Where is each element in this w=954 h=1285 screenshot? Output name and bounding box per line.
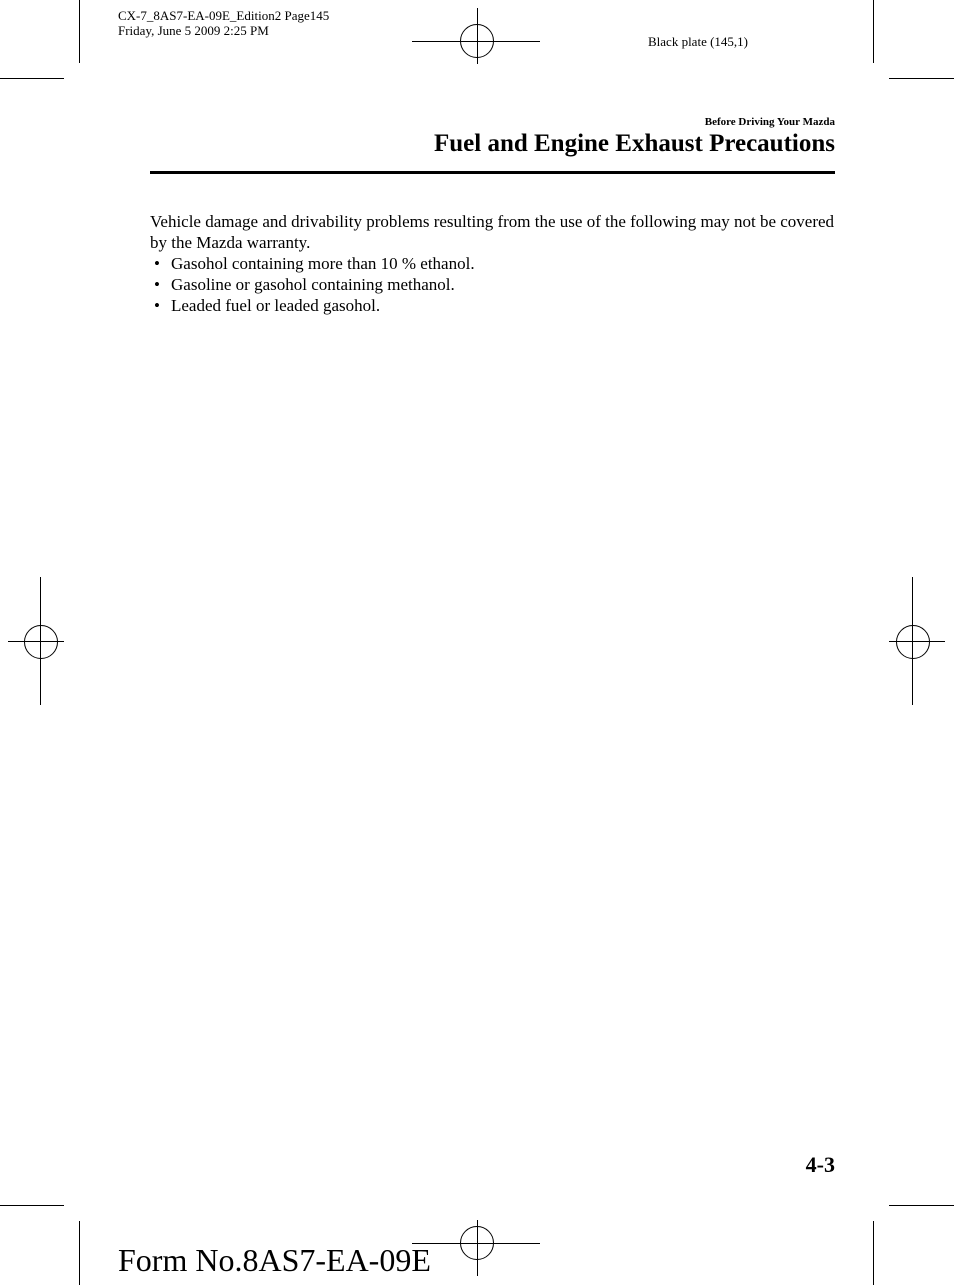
crop-mark-bottom-right-h: [889, 1205, 954, 1206]
crop-mark-bottom-left-h: [0, 1205, 64, 1206]
list-item: [150, 274, 836, 295]
bullet-icon: •: [154, 275, 160, 294]
list-item-text: Gasoline or gasohol containing methanol.: [171, 275, 455, 294]
intro-paragraph: Vehicle damage and drivability problems resulting from the use of the following may not be covered by the Mazda warranty.: [150, 212, 835, 252]
crop-mark-top-right-v: [873, 0, 874, 63]
crop-mark-top-left-h: [0, 78, 64, 79]
list-item: [150, 295, 836, 316]
list-item-text: Leaded fuel or leaded gasohol.: [171, 296, 381, 315]
crop-mark-bottom-left-v: [79, 1221, 80, 1285]
crop-mark-top-left-v: [79, 0, 80, 63]
fuel-bullet-list: [150, 253, 836, 316]
page-number: 4-3: [805, 1152, 835, 1177]
black-plate-label: Black plate (145,1): [648, 34, 748, 49]
page-title: Fuel and Engine Exhaust Precautions: [433, 130, 835, 157]
bullet-icon: •: [154, 254, 160, 273]
form-number: Form No.8AS7-EA-09E: [118, 1242, 431, 1278]
section-heading: Before Driving Your Mazda: [704, 116, 835, 128]
crop-mark-top-right-h: [889, 78, 954, 79]
list-item-text: Gasohol containing more than 10 % ethanol.: [171, 254, 475, 273]
bullet-icon: •: [154, 296, 160, 315]
slug-line-1: CX-7_8AS7-EA-09E_Edition2 Page145: [118, 8, 330, 23]
list-item: [150, 253, 836, 274]
title-rule: [150, 171, 835, 174]
crop-mark-bottom-right-v: [873, 1221, 874, 1285]
slug-line-2: Friday, June 5 2009 2:25 PM: [118, 23, 269, 38]
body-content: [150, 211, 836, 316]
print-slug: [118, 8, 329, 38]
